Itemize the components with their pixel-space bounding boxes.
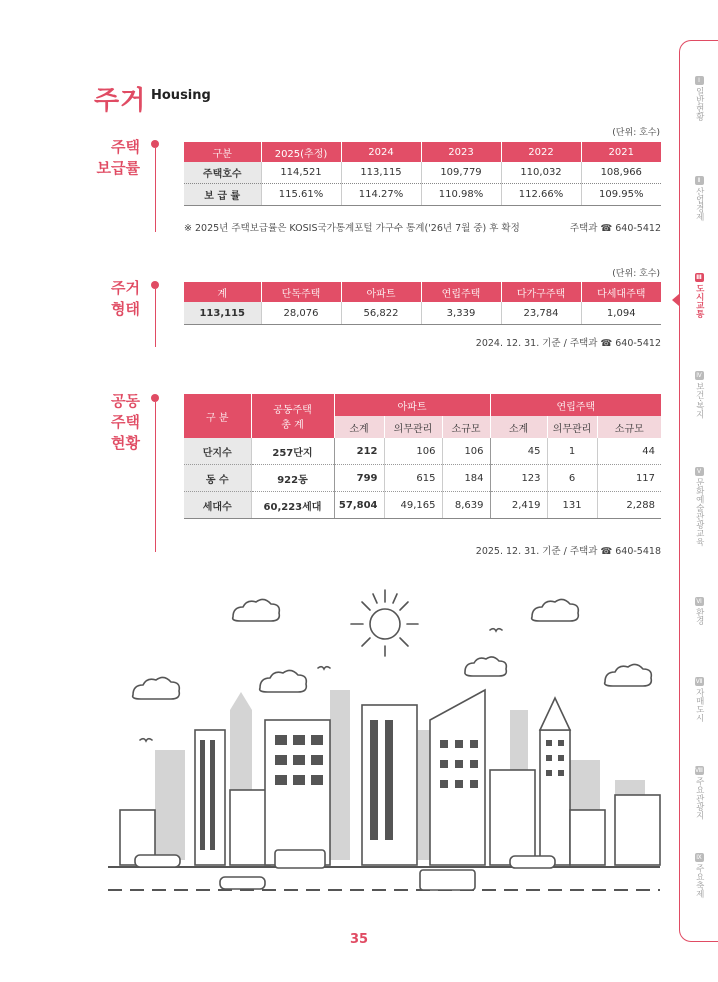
chapter-tab-8[interactable]: Ⅷ 주요관광지	[694, 767, 705, 820]
table-header: 연립주택	[421, 282, 501, 302]
page-title: 주거	[94, 86, 147, 116]
cloud-icon	[260, 670, 307, 692]
table-header: 연립주택	[490, 394, 661, 416]
table-header: 계	[184, 282, 261, 302]
table-row: 113,115 28,076 56,822 3,339 23,784 1,094	[184, 302, 661, 325]
table-header: 다세대주택	[581, 282, 661, 302]
section-marker-dot	[151, 140, 159, 148]
table-header: 2022	[501, 142, 581, 162]
chapter-tab-6[interactable]: Ⅵ 환경	[694, 598, 705, 625]
van-icon	[420, 870, 475, 890]
types-table	[184, 282, 661, 325]
car-icon	[510, 856, 555, 868]
section-supply-label: 주택 보급률	[96, 138, 140, 177]
table-header: 2024	[341, 142, 421, 162]
table-row: 주택호수 114,521 113,115 109,779 110,032 108,966	[184, 162, 661, 184]
cloud-icon	[532, 599, 579, 621]
table-header: 2023	[421, 142, 501, 162]
table-row: 보 급 률 115.61% 114.27% 110.98% 112.66% 109.95%	[184, 184, 661, 206]
apartment-status-table	[184, 394, 661, 519]
unit-label: (단위: 호수)	[612, 269, 660, 279]
supply-table	[184, 142, 661, 206]
table-header: 구분	[184, 142, 261, 162]
table-row: 세대수 60,223세대 57,804 49,165 8,639 2,419 131 2,288	[184, 492, 661, 519]
page-number: 35	[349, 932, 369, 947]
table-header: 다가구주택	[501, 282, 581, 302]
table-note: ※ 2025년 주택보급률은 KOSIS국가통계포털 가구수 통계('26년 7월 중) 후 확정	[184, 223, 520, 234]
table-subheader: 소계	[334, 416, 384, 438]
table-header: 공동주택 총 계	[251, 394, 334, 438]
cloud-icon	[233, 599, 280, 621]
section-line	[155, 148, 156, 232]
car-icon	[220, 877, 265, 889]
table-subheader: 의무관리	[384, 416, 442, 438]
chapter-tab-5[interactable]: Ⅴ 문화예술관광교육	[694, 468, 705, 546]
table-subheader: 소규모	[442, 416, 490, 438]
table-header: 2025(추정)	[261, 142, 341, 162]
chapter-tab-3[interactable]: Ⅲ 도시교통	[694, 274, 705, 318]
cityscape-illustration	[100, 580, 670, 900]
cloud-icon	[133, 677, 180, 699]
car-icon	[135, 855, 180, 867]
cloud-icon	[605, 664, 652, 686]
section-line	[155, 289, 156, 347]
table-header: 2021	[581, 142, 661, 162]
cloud-icon	[465, 657, 506, 676]
section-line	[155, 402, 156, 552]
sun-icon	[370, 609, 400, 639]
section-apartments-label: 공동 주택 현황	[111, 392, 140, 452]
chapter-tab-7[interactable]: Ⅶ 자매도시	[694, 678, 705, 722]
table-header: 아파트	[334, 394, 490, 416]
van-icon	[275, 850, 325, 868]
table-header: 아파트	[341, 282, 421, 302]
table-header: 구 분	[184, 394, 251, 438]
active-chapter-pointer-icon	[672, 294, 679, 306]
chapter-tab-2[interactable]: Ⅱ 산업경제	[694, 177, 705, 221]
section-marker-dot	[151, 394, 159, 402]
source-note: 2025. 12. 31. 기준 / 주택과 ☎ 640-5418	[475, 546, 661, 557]
page-subtitle: Housing	[151, 88, 211, 103]
table-row: 동 수 922동 799 615 184 123 6 117	[184, 465, 661, 492]
table-subheader: 소규모	[597, 416, 661, 438]
table-subheader: 소계	[490, 416, 547, 438]
unit-label: (단위: 호수)	[612, 128, 660, 138]
chapter-tab-9[interactable]: Ⅸ 주요축제	[694, 854, 705, 898]
chapter-tab-1[interactable]: Ⅰ 일반현황	[694, 77, 705, 121]
section-marker-dot	[151, 281, 159, 289]
contact-info: 주택과 ☎ 640-5412	[569, 223, 661, 234]
chapter-tab-4[interactable]: Ⅳ 보건·복지	[694, 372, 705, 419]
table-header: 단독주택	[261, 282, 341, 302]
section-types-label: 주거 형태	[111, 279, 140, 318]
table-subheader: 의무관리	[547, 416, 597, 438]
source-note: 2024. 12. 31. 기준 / 주택과 ☎ 640-5412	[475, 338, 661, 349]
table-row: 단지수 257단지 212 106 106 45 1 44	[184, 438, 661, 465]
